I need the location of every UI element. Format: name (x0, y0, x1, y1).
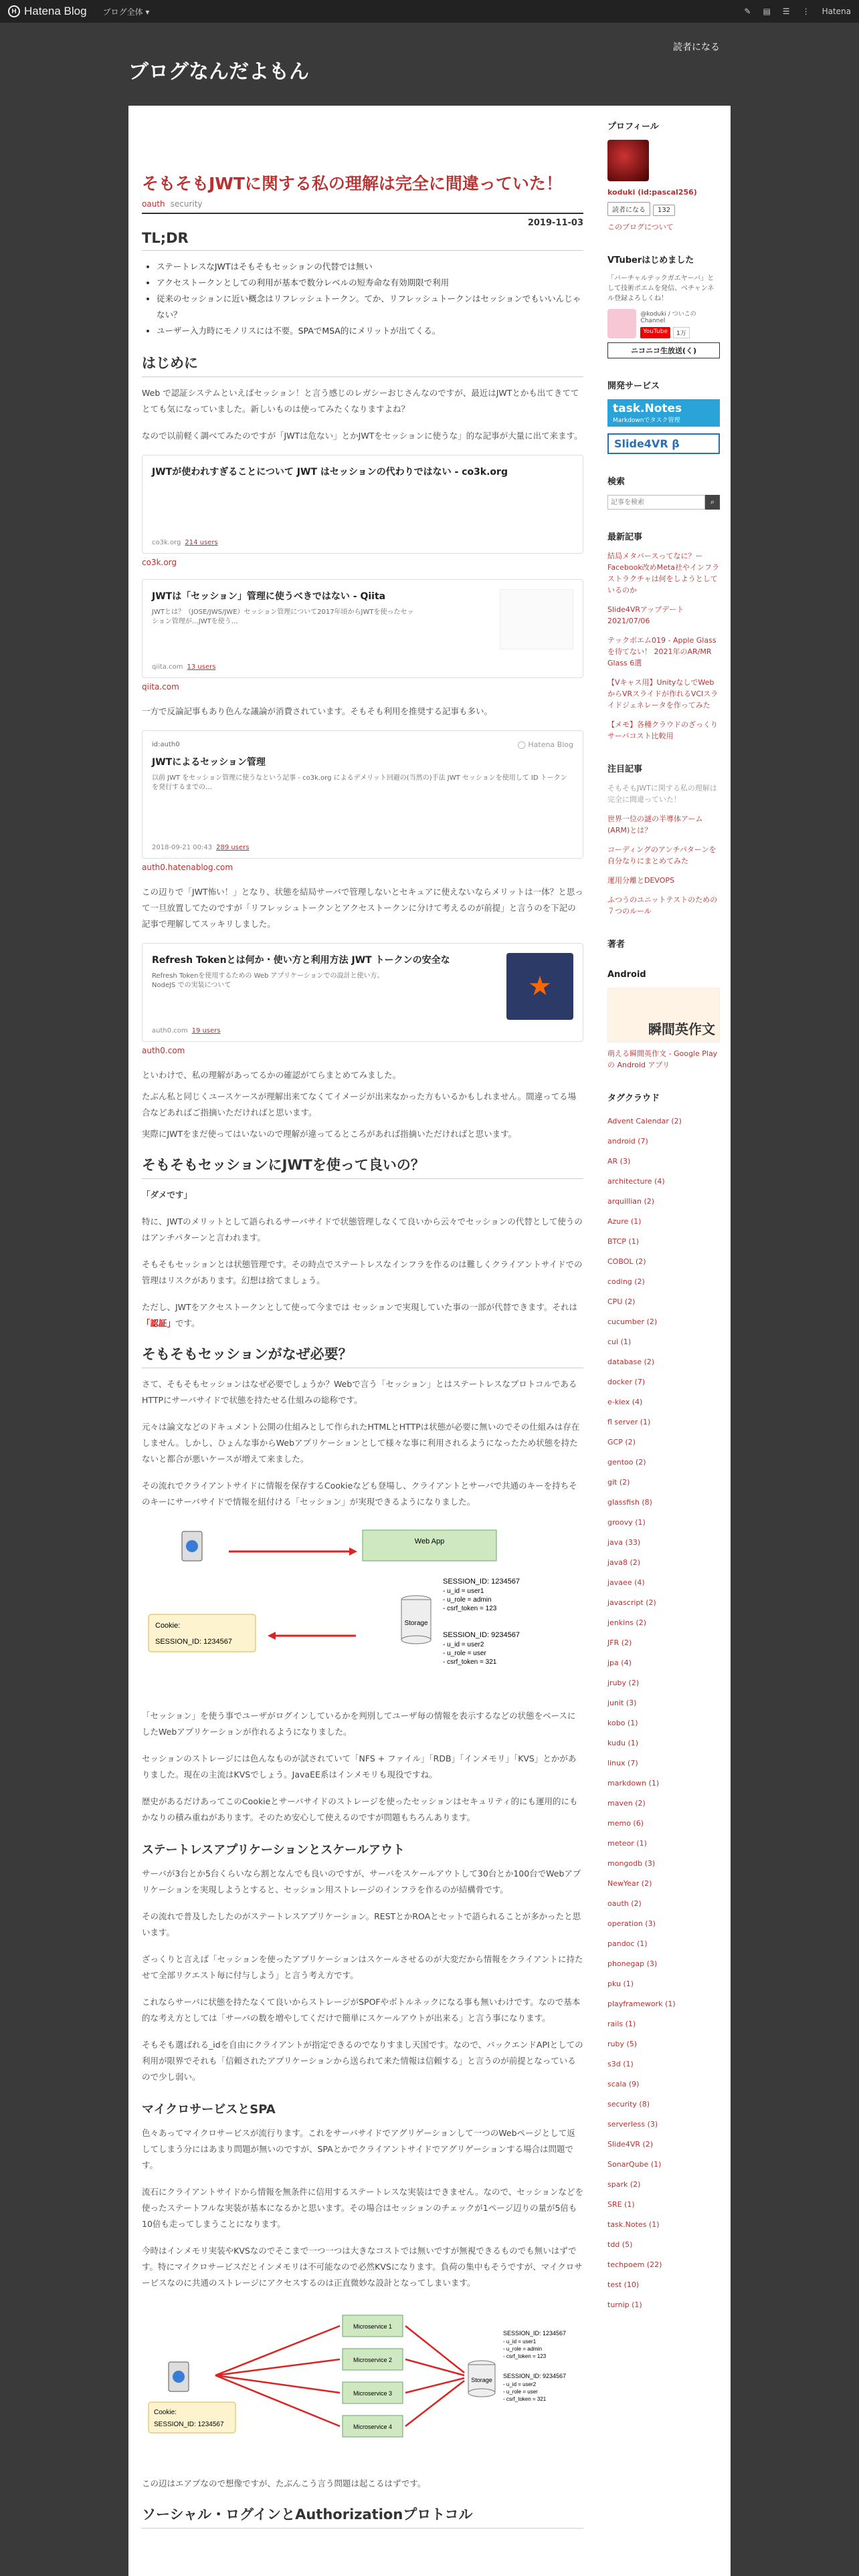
card-title: JWTが使われすぎることについて JWT はセッションの代わりではない - co3k.org (152, 467, 508, 477)
tag-link[interactable]: Azure (1) (607, 1217, 642, 1226)
module-heading: プロフィール (607, 122, 659, 132)
webapp-box (363, 1530, 496, 1561)
android-app-link[interactable]: 萌える瞬間英作文 - Google Play の Android アプリ (607, 1049, 718, 1069)
tag-link[interactable]: task.Notes (1) (607, 2220, 660, 2229)
embed-card-qiita[interactable] (142, 579, 583, 678)
sidebar-subscribe-button[interactable]: 読者になる (607, 202, 650, 216)
card-thumbnail (500, 589, 573, 649)
paragraph: この辺りで「JWT怖い！」となり、状態を結局サーバで管理しないとセキュアに使えないならメリットは一体？と思って一旦放置してたのですが「リフレッシュトークンとアクセストークンに分けて考えるのが前提」と言うのを下記の記事で理解してスッキリしました。 (142, 887, 583, 929)
paragraph: 色々あってマイクロサービスが流行ります。これをサーバサイドでアグリゲーションして一つのWebページとして返してしまう分にはあまり問題が無いのですが、SPAとかでクライアントサイドでアグリゲーションする場合は問題です。 (142, 2128, 575, 2170)
microservice-diagram (142, 2309, 583, 2462)
tag-link[interactable]: cui (1) (607, 1337, 632, 1346)
tag-link[interactable]: git (2) (607, 1478, 630, 1487)
record-line: - csrf_token = 321 (503, 2396, 547, 2402)
tag-link[interactable]: javascript (2) (607, 1598, 656, 1607)
paragraph: 「セッション」を使う事でユーザがログインしているかを判別してユーザ毎の情報を表示するなどの状態をベースにしたWebアプリケーションが作れるようになりました。 (142, 1711, 576, 1737)
embed-card-co3k[interactable] (142, 455, 583, 554)
tag-link[interactable]: AR (3) (607, 1157, 631, 1166)
category-oauth[interactable]: oauth (142, 199, 165, 209)
tag-link[interactable]: NewYear (2) (607, 1879, 652, 1888)
tag-cloud-module (607, 1091, 720, 2315)
storage-label: Storage (471, 2377, 492, 2383)
article-categories (142, 199, 583, 209)
session-diagram (142, 1527, 583, 1695)
card-footer: 2018-09-21 00:43 289 users (152, 844, 250, 851)
tag-link[interactable]: javaee (4) (607, 1578, 645, 1587)
tag-link[interactable]: memo (6) (607, 1819, 644, 1828)
sidebar (607, 119, 720, 2335)
paragraph: 流石にクライアントサイドから情報を無条件に信用するステートレスな実装はできません。なので、セッションなどを使ったステートフルな実装が基本になるかと思います。その場合はセッションのチェックが1ページ辺りの量が5倍も10倍も走ってしまうことになります。 (142, 2187, 584, 2229)
tag-link[interactable]: tdd (5) (607, 2240, 633, 2249)
paragraph: 特に、JWTのメリットとして語られるサーバサイドで状態管理しなくて良いから云々でセッションの代替として使うのはアンチパターンと言われます。 (142, 1216, 583, 1243)
hatena-blog-label: ◯ Hatena Blog (517, 740, 573, 749)
hatena-logo-icon: H (8, 5, 20, 17)
paragraph: 実際にJWTをまだ使ってはいないので理解が違ってるところがあれば指摘いただければと思います。 (142, 1129, 517, 1139)
tag-link[interactable]: Slide4VR (2) (607, 2140, 654, 2149)
tag-link[interactable]: gentoo (2) (607, 1458, 646, 1467)
source-link[interactable]: auth0.com (142, 1046, 185, 1055)
featured-article-link[interactable]: コーディングのアンチパターンを自分なりにまとめてみた (607, 845, 717, 865)
embed-card-auth0[interactable] (142, 943, 583, 1042)
storage-bottom (401, 1636, 431, 1644)
browser-globe-icon (186, 1540, 198, 1552)
record-line: - u_role = admin (443, 1596, 492, 1604)
featured-module (607, 762, 720, 917)
author-module (607, 937, 720, 950)
search-icon[interactable]: ⌕ (705, 495, 720, 510)
search-module (607, 474, 720, 510)
heading-why-session: そもそもセッションがなぜ必要？ (142, 1344, 583, 1368)
module-heading: タグクラウド (607, 1093, 660, 1103)
cookie-box (149, 2402, 235, 2433)
featured-article-link[interactable]: 世界一位の謎の半導体アーム (ARM)とは？ (607, 815, 703, 835)
edit-icon[interactable]: ✎ (744, 7, 751, 16)
list-item: • ステートレスなJWTはそもそもセッションの代替では無い (157, 259, 583, 275)
paragraph: その流れでクライアントサイドに情報を保存するCookieなども登場し、クライアントとサーバで共通のキーを持ちそのキーにサーバサイドで情報を紐付ける「セッション」が実現できるようになりました。 (142, 1481, 577, 1507)
tag-link[interactable]: security (8) (607, 2100, 650, 2109)
tag-link[interactable]: Advent Calendar (2) (607, 1117, 682, 1125)
paragraph: そもそも選ばれる_idを自由にクライアントが指定できるのでなりすまし天国です。なので、バックエンドAPIとしての利用が限界でそれも「信頼されたアプリケーションから送られて来た情報は信頼する」と言うのが前提となっているので少し弱い。 (142, 2040, 583, 2082)
tag-link[interactable]: linux (7) (607, 1759, 638, 1767)
profile-module (607, 119, 720, 233)
tag-link[interactable]: scala (9) (607, 2080, 640, 2088)
tag-link[interactable]: e-kiex (4) (607, 1398, 643, 1406)
article (142, 106, 583, 2537)
tag-link[interactable]: docker (7) (607, 1378, 646, 1386)
paragraph: ざっくりと言えば「セッションを使ったアプリケーションはスケールさせるのが大変だから情報をクライアントに持たせて全部リクエスト毎に付与しよう」と言う考え方です。 (142, 1954, 583, 1980)
vtuber-module (607, 253, 720, 358)
tag-link[interactable]: operation (3) (607, 1919, 656, 1928)
heading-stateless: ステートレスアプリケーションとスケールアウト (142, 1843, 405, 1857)
microservice-label: Microservice 4 (353, 2424, 393, 2430)
tag-link[interactable]: android (7) (607, 1137, 648, 1146)
tag-link[interactable]: SonarQube (1) (607, 2160, 662, 2169)
tag-link[interactable]: test (10) (607, 2280, 640, 2289)
list-item: • アクセストークンとしての利用が基本で数分レベルの短寿命な有効期限で利用 (157, 275, 583, 291)
paragraph: その流れで普及したしたのがステートレスアプリケーション。RESTとかROAとセットで語られることが多かったと思います。 (142, 1911, 581, 1937)
featured-article-link[interactable]: ふつうのユニットテストのための７つのルール (607, 895, 718, 916)
subscriber-count: 132 (653, 205, 675, 216)
featured-article-link[interactable]: 運用分離とDEVOPS (607, 876, 675, 885)
tag-link[interactable]: junit (3) (607, 1699, 637, 1707)
tag-link[interactable]: jenkins (2) (607, 1618, 647, 1627)
arrow-head (268, 1632, 276, 1640)
tag-link[interactable]: database (2) (607, 1358, 655, 1366)
paragraph: なので以前軽く調べてみたのですが「JWTは危ない」とかJWTをセッションに使うな」的な記事が大量に出て来ます。 (142, 431, 583, 441)
search-form (607, 495, 720, 510)
paragraph: セッションのストレージには色んなものが試されていて「NFS + ファイル」「RDB」「インメモリ」「KVS」とかがありました。現在の主流はKVSでしょう。JavaEE系はインメモリも現役ですね。 (142, 1753, 577, 1780)
vtuber-handle: @koduki / ついこのChannel (640, 311, 696, 324)
article-date[interactable]: 2019-11-03 (527, 218, 583, 228)
paragraph: といわけで、私の理解があってるかの確認がてらまとめてみました。 (142, 1070, 401, 1080)
card-author: id:auth0 (152, 741, 180, 748)
paragraph: Web で認証システムといえばセッション！と言う感じのレガシーおじさんなのですが、最近はJWTとかも出てきててとても気になっていました。新しいものは使ってみたくなりますよね？ (142, 388, 579, 414)
card-footer: qiita.com 13 users (152, 663, 216, 671)
tag-link[interactable]: java8 (2) (607, 1558, 641, 1567)
recent-article-link[interactable]: 【Vキャス用】UnityなしでWebからVRスライドが作れるVCIスライドジェネレータを作ってみた (607, 678, 719, 710)
hatena-logo[interactable]: H Hatena Blog (8, 5, 87, 18)
microservice-label: Microservice 2 (353, 2357, 393, 2363)
browser-globe-icon (173, 2371, 185, 2383)
record-line: - u_id = user2 (503, 2381, 537, 2387)
storage-bottom (468, 2389, 495, 2397)
tag-link[interactable]: coding (2) (607, 1277, 645, 1286)
module-heading: VTuberはじめました (607, 255, 694, 265)
microservice-label: Microservice 3 (353, 2390, 393, 2397)
tag-list (607, 1111, 720, 2315)
recent-module (607, 530, 720, 742)
task-notes-banner[interactable]: task.Notes Markdownでタスク管理 (607, 399, 720, 427)
tag-link[interactable]: phonegap (3) (607, 1959, 658, 1968)
tag-link[interactable]: playframework (1) (607, 2000, 676, 2008)
tag-link[interactable]: jpa (4) (607, 1658, 632, 1667)
record-line: - u_role = user (443, 1650, 486, 1657)
tag-link[interactable]: rails (1) (607, 2020, 636, 2028)
paragraph: さて、そもそもセッションはなぜ必要でしょうか？Webで言う「セッション」とはステートレスなプロトコルであるHTTPにサーバサイドで状態を持たせる仕組みの総称です。 (142, 1379, 577, 1405)
tag-link[interactable]: techpoem (22) (607, 2260, 662, 2269)
tag-link[interactable]: CPU (2) (607, 1297, 636, 1306)
vtuber-avatar (607, 309, 636, 338)
record-line: - u_role = user (503, 2389, 538, 2395)
record-line: - u_id = user1 (503, 2339, 537, 2345)
android-module (607, 970, 720, 1071)
youtube-count: 1万 (673, 327, 690, 338)
paragraph: 歴史があるだけあってこのCookieとサーバサイドのストレージを使ったセッションはセキュリティ的にも運用的にもかなりの積み重ねがあります。そのため安心して使えるのですが問題もちろんあります。 (142, 1796, 578, 1822)
search-input[interactable] (607, 495, 705, 510)
tag-link[interactable]: kudu (1) (607, 1739, 639, 1747)
dashboard-icon[interactable]: ▤ (763, 7, 771, 16)
module-heading: 注目記事 (607, 764, 643, 774)
tag-link[interactable]: s3d (1) (607, 2060, 634, 2068)
list-item: • ユーザー入力時にモノリスには不要。SPAでMSA的にメリットが出てくる。 (157, 323, 583, 339)
recent-article-link[interactable]: 【メモ】各種クラウドのざっくりサーバコスト比較用 (607, 720, 718, 740)
cookie-session-id: SESSION_ID: 1234567 (154, 2421, 224, 2428)
record-line: SESSION_ID: 9234567 (443, 1631, 520, 1639)
card-title: JWTによるセッション管理 (152, 757, 266, 768)
tldr-list (142, 259, 583, 339)
record-line: - u_role = admin (503, 2346, 543, 2352)
heading-tldr: TL;DR (142, 230, 583, 251)
source-link[interactable]: auth0.hatenablog.com (142, 863, 233, 872)
tag-link[interactable]: BTCP (1) (607, 1237, 640, 1246)
vtuber-text: 「バーチャルテックガエヤーバ」として技術ポエムを発信、ベチャンネル登録よろしくね！ (607, 275, 714, 302)
blog-title[interactable]: ブログなんだよもん (128, 60, 309, 84)
recent-article-link[interactable]: テックボエム019 - Apple Glassを待てない！ 2021年のAR/MR Glass 6選 (607, 636, 717, 667)
record-line: SESSION_ID: 1234567 (503, 2330, 567, 2337)
webapp-label: Web App (414, 1537, 445, 1545)
subscribe-button[interactable]: 読者になる (673, 42, 720, 53)
auth0-thumbnail-icon: ★ (506, 953, 573, 1020)
card-description: JWTとは？（JOSE/JWS/JWE）セッション管理について2017年頃からJWTを使ったセッション管理が…JWTを使う… (152, 609, 414, 625)
tag-link[interactable]: jruby (2) (607, 1679, 640, 1687)
tag-link[interactable]: pandoc (1) (607, 1939, 648, 1948)
cookie-session-id: SESSION_ID: 1234567 (155, 1638, 232, 1646)
subscribe-widget (607, 202, 720, 216)
card-description: 以前 JWT をセッション管理に使うなという記事 - co3k.org によるデメリット回避の(当然の)手法 JWT セッションを使用して ID トークンを発行するまでの… (152, 774, 567, 791)
profile-name[interactable]: koduki (id:pascal256) (607, 188, 697, 197)
topbar (0, 0, 859, 23)
category-security[interactable]: security (170, 199, 203, 209)
paragraph: この辺はエアプなので想像ですが、たぶんこう言う問題は起こるはずです。 (142, 2478, 426, 2488)
featured-article-link[interactable]: そもそもJWTに関する私の理解は完全に間違っていた！ (607, 784, 717, 804)
card-footer: co3k.org 214 users (152, 539, 218, 546)
tag-link[interactable]: java (33) (607, 1538, 641, 1547)
record-line: - u_id = user1 (443, 1588, 484, 1595)
paragraph: これならサーバに状態を持たなくて良いからストレージがSPOFやボトルネックになる事も無いわけです。なので基本的な考え方としては「サーバの数を増やしてくだけで簡単にスケールアウトが出来る」と言う事になります。 (142, 1997, 581, 2023)
blog-menu[interactable]: ブログ全体 ▾ (102, 7, 150, 17)
recent-article-link[interactable]: Slide4VRアップデート2021/07/06 (607, 605, 684, 625)
tag-link[interactable]: cucumber (2) (607, 1317, 658, 1326)
tag-link[interactable]: SRE (1) (607, 2200, 635, 2209)
tag-link[interactable]: meteor (1) (607, 1839, 647, 1848)
record-line: SESSION_ID: 1234567 (443, 1578, 520, 1586)
cookie-label: Cookie: (154, 2409, 177, 2416)
heading-microservices: マイクロサービスとSPA (142, 2103, 276, 2117)
paragraph: そもそもセッションとは状態管理です。その時点でステートレスなインフラを作るのは難しくクライアントサイドでの管理はリスクがあります。幻想は捨てましょう。 (142, 1259, 583, 1285)
youtube-icon[interactable]: YouTube (640, 327, 670, 338)
tag-link[interactable]: pku (1) (607, 1979, 634, 1988)
about-link[interactable]: このブログについて (607, 223, 674, 231)
niconico-banner[interactable]: ニコニコ生放送(く) (607, 342, 720, 358)
paragraph: 今時はインメモリ実装やKVSなのでそこまで一つ一つは大きなコストでは無いですが無視できるものでも無いはずです。特にマイクロサービスだとインメモリは不可能なので必然KVSになります。負荷の集中もそうですが、マイクロサービスなのに共通のストレージにアクセスするのは正直微妙な設計となってしまいます。 (142, 2246, 583, 2288)
services-module (607, 379, 720, 454)
card-description: Refresh Tokenを使用するための Web アプリケーションでの設計と使い方、NodeJS での実装について (152, 972, 384, 989)
paragraph: 元々は論文などのドキュメント公開の仕組みとして作られたHTMLとHTTPは状態が必要に無いのでその仕組みは存在しません。しかし、ひょんな事からWebアプリケーションとして様々な事に利用されるようになったため状態を持たないと都合が悪いケースが増えて来ました。 (142, 1422, 580, 1464)
record-line: - u_id = user2 (443, 1641, 484, 1648)
card-footer: auth0.com 19 users (152, 1027, 221, 1035)
android-app-image[interactable]: 瞬間英作文 (607, 988, 720, 1043)
recent-article-link[interactable]: 結局メタバースってなに？ーFacebook改めMeta社やインフラストラクチャは何をしようとしているのか (607, 552, 719, 595)
heading-session: そもそもセッションにJWTを使って良いの？ (142, 1154, 583, 1179)
tag-link[interactable]: COBOL (2) (607, 1257, 646, 1266)
heading-social-login: ソーシャル・ログインとAuthorizationプロトコル (142, 2504, 583, 2529)
tag-link[interactable]: mongodb (3) (607, 1859, 656, 1868)
record-line: SESSION_ID: 9234567 (503, 2373, 567, 2379)
article-title[interactable]: そもそもJWTに関する私の理解は完全に間違っていた！ (142, 174, 563, 193)
vtuber-widget[interactable] (607, 309, 720, 338)
paragraph: たぶん私と同じくユースケースが理解出来てなくてイメージが出来なかった方もいるかもしれません。間違ってる場合などあればご指摘いただければと思います。 (142, 1091, 577, 1117)
list-icon[interactable]: ☰ (782, 7, 790, 16)
source-link[interactable]: co3k.org (142, 558, 177, 567)
topbar-right (744, 7, 851, 16)
cookie-label: Cookie: (155, 1622, 181, 1630)
module-heading: 著者 (607, 940, 626, 950)
tag-link[interactable]: serverless (3) (607, 2120, 658, 2129)
cookie-box (149, 1614, 256, 1652)
heading-intro: はじめに (142, 352, 583, 377)
slide4vr-banner[interactable]: Slide4VR β (607, 433, 720, 454)
tag-link[interactable]: markdown (1) (607, 1779, 660, 1788)
storage-label: Storage (404, 1620, 428, 1627)
paragraph: ただし、JWTをアクセストークンとして使って今までは セッションで実現していた事の一部が代替できます。それは「認証」です。 (142, 1302, 578, 1328)
tag-link[interactable]: kobo (1) (607, 1719, 638, 1727)
arrows (215, 2326, 464, 2426)
card-title: Refresh Tokenとは何か・使い方と利用方法 JWT トークンの安全な (152, 955, 450, 966)
more-icon[interactable]: ⋮ (801, 7, 810, 16)
paragraph: 一方で反論記事もあり色んな議論が消費されています。そもそも利用を推奨する記事も多い。 (142, 706, 493, 716)
avatar[interactable] (607, 140, 649, 181)
tag-link[interactable]: oauth (2) (607, 1899, 642, 1908)
tag-link[interactable]: arquillian (2) (607, 1197, 655, 1206)
tag-link[interactable]: GCP (2) (607, 1438, 636, 1446)
microservice-label: Microservice 1 (353, 2323, 393, 2330)
title-divider (142, 213, 583, 214)
module-heading: Android (607, 970, 646, 980)
module-heading: 検索 (607, 477, 626, 487)
tag-link[interactable]: groovy (1) (607, 1518, 646, 1527)
dame-label: 「ダメです」 (142, 1190, 193, 1200)
tag-link[interactable]: JFR (2) (607, 1638, 632, 1647)
record-line: - csrf_token = 321 (443, 1658, 497, 1666)
card-title: JWTは「セッション」管理に使うべきではない - Qiita (152, 591, 386, 602)
content-container (128, 106, 731, 2576)
tag-link[interactable]: maven (2) (607, 1799, 646, 1808)
module-heading: 開発サービス (607, 381, 660, 391)
arrow-head (349, 1547, 357, 1555)
tag-link[interactable]: architecture (4) (607, 1177, 665, 1186)
list-item: • 従来のセッションに近い概念はリフレッシュトークン。てか、リフレッシュトークンはセッションでもいいんじゃない？ (157, 291, 583, 323)
tag-link[interactable]: spark (2) (607, 2180, 641, 2189)
module-heading: 最新記事 (607, 532, 643, 542)
hatena-account-link[interactable]: Hatena (822, 7, 851, 16)
tag-link[interactable]: fl server (1) (607, 1418, 651, 1426)
source-link[interactable]: qiita.com (142, 682, 179, 691)
record-line: - csrf_token = 123 (443, 1605, 497, 1612)
record-line: - csrf_token = 123 (503, 2353, 547, 2359)
tag-link[interactable]: ruby (5) (607, 2040, 638, 2048)
paragraph: サーバが3台とか5台くらいなら割となんでも良いのですが、サーバをスケールアウトして30台とか100台でWebアプリケーションを実現しようとすると、セッション用ストレージのインフラを作るのが結構骨です。 (142, 1868, 581, 1895)
tag-link[interactable]: turnip (1) (607, 2300, 642, 2309)
tag-link[interactable]: glassfish (8) (607, 1498, 652, 1507)
embed-card-auth0-hatena[interactable] (142, 730, 583, 859)
